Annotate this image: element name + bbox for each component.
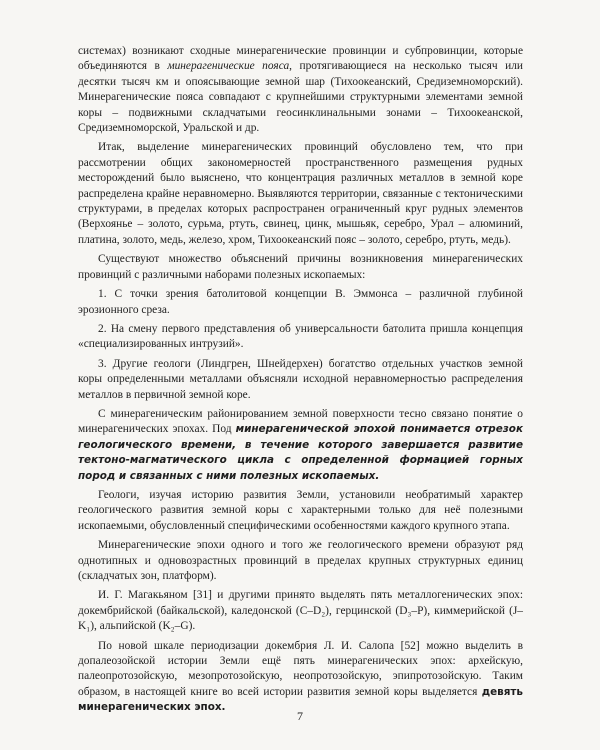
body-text: [78, 44, 523, 716]
nine-epochs-emphasis: девять минерагенических эпох.: [78, 685, 523, 714]
paragraph-7: [78, 407, 523, 484]
list-item-2: 2. На смену первого представления об универсальности батолита пришла концепция «специализированных интрузий».: [78, 322, 523, 351]
paragraph-11: [78, 639, 523, 716]
term-mineragenic-belts: минерагенические пояса: [167, 60, 290, 73]
paragraph-1-text-c: , протягивающиеся на несколько тысяч или десятки тысяч км и опоясывающие земной шар (Тихоокеанский, Средиземноморский). Минерагенические пояса совпадают с крупнейшими структурными элементами земной коры – подвижными складчатыми геосинклинальными зонами – Тихоокеанской, Средиземноморской, Уральской и др.: [78, 60, 523, 135]
paragraph-2: Итак, выделение минерагенических провинций обусловлено тем, что при рассмотрении общих закономерностей пространственного размещения рудных месторождений было выяснено, что концентрация различных металлов в земной коре распределена крайне неравномерно. Выявляются территории, связанные с тектоническими структурами, в пределах которых распространен ограниченный круг рудных элементов (Верхоянье – золото, сурьма, ртуть, свинец, цинк, мышьяк, серебро, Урал – алюминий, платина, золото, медь, железо, хром, Тихоокеанский пояс – золото, серебро, ртуть, медь).: [78, 141, 523, 246]
paragraph-7-text-a: С минерагеническим районированием земной поверхности тесно связано понятие о минерагенических эпохах. Под: [78, 407, 523, 436]
definition-mineragenic-epoch: минерагенической эпохой понимается отрезок геологического времени, в течение которого завершается развитие тектоно-магматического цикла с определенной формацией горных пород и связанных с ними полезных ископаемых.: [78, 423, 523, 482]
paragraph-8: Геологи, изучая историю развития Земли, установили необратимый характер геологического развития земной коры с характерными только для неё полезными ископаемыми, обусловленный специфическими особенностями каждого крупного этапа.: [78, 488, 523, 532]
paragraph-3: Существуют множество объяснений причины возникновения минерагенических провинций с различными наборами полезных ископаемых:: [78, 253, 523, 281]
page-number: 7: [297, 709, 303, 723]
paragraph-10: И. Г. Магакьяном [31] и другими принято выделять пять металлогенических эпох: докембрийской (байкальской), каледонской (C–D₂), герцинской (D₃–P), киммерийской (J–K₁), альпийской (K₂–G).: [78, 589, 523, 633]
paragraph-1: [78, 44, 523, 136]
paragraph-9: Минерагенические эпохи одного и того же геологического времени образуют ряд однотипных и одновозрастных провинций в пределах крупных структурных единиц (складчатых зон, платформ).: [78, 539, 523, 582]
list-item-3: 3. Другие геологи (Линдгрен, Шнейдерхен) богатство отдельных участков земной коры определенными металлами объясняли исходной неравномерностью распределения металлов в первичной земной коре.: [78, 357, 523, 401]
list-item-1: 1. С точки зрения батолитовой концепции В. Эммонса – различной глубиной эрозионного среза.: [78, 288, 523, 316]
paragraph-1-text-a: системах) возникают сходные минерагенические провинции и субпровинции, которые объединяются в: [78, 45, 523, 73]
paragraph-11-text-a: По новой шкале периодизации докембрия Л. И. Салопа [52] можно выделить в допалеозойской истории Земли ещё пять минерагенических эпох: архейскую, палеопротозойскую, мезопротозойскую, неопротозойскую, эпипротозойскую. Таким образом, в настоящей книге во всей истории развития земной коры выделяется: [78, 639, 523, 698]
